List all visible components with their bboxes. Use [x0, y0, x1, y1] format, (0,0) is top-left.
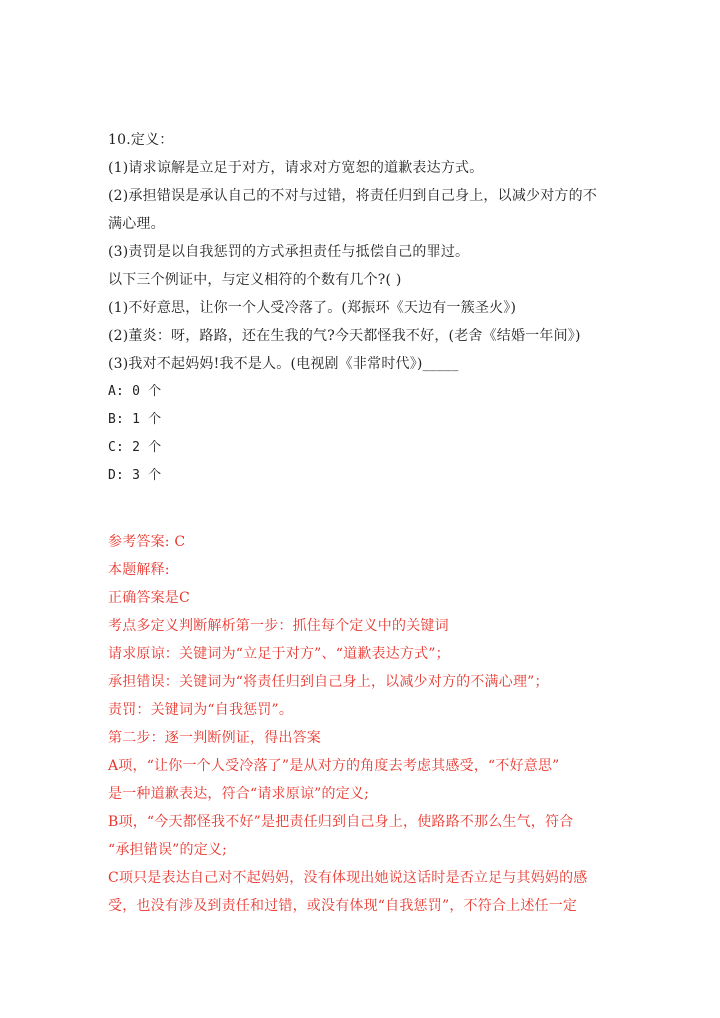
section-gap: [108, 490, 628, 528]
analysis-step-2: 第二步：逐一判断例证，得出答案: [108, 730, 321, 746]
keyword-take-responsibility: 承担错误：关键词为“将责任归到自己身上，以减少对方的不满心理”；: [108, 674, 549, 690]
correct-answer: 正确答案是C: [108, 590, 190, 606]
analysis-a-line-2: 是一种道歉表达，符合“请求原谅”的定义;: [108, 786, 370, 802]
question-block: [108, 126, 628, 920]
definition-line-2-continued: 满心理。: [108, 216, 165, 232]
reference-answer: 参考答案: C: [108, 534, 186, 550]
definition-line-1: (1)请求谅解是立足于对方，请求对方宽恕的道歉表达方式。: [108, 160, 484, 176]
option-b: B: 1 个: [108, 412, 162, 427]
example-line-2: (2)董炎：呀，路路，还在生我的气?今天都怪我不好，(老舍《结婚一年间》): [108, 328, 581, 344]
analysis-c-line-2: 受，也没有涉及到责任和过错，或没有体现“自我惩罚”，不符合上述任一定: [108, 898, 578, 914]
analysis-b-line-2: “承担错误”的定义;: [108, 842, 228, 858]
keyword-request-forgiveness: 请求原谅：关键词为“立足于对方”、“道歉表达方式”；: [108, 646, 450, 662]
option-d: D: 3 个: [108, 468, 162, 483]
question-prompt: 以下三个例证中，与定义相符的个数有几个?( ): [108, 272, 402, 288]
explanation-heading: 本题解释:: [108, 562, 170, 578]
definition-line-3: (3)责罚是以自我惩罚的方式承担责任与抵偿自己的罪过。: [108, 244, 470, 260]
analysis-b-line-1: B项，“今天都怪我不好”是把责任归到自己身上，使路路不那么生气，符合: [108, 814, 574, 830]
analysis-a-line-1: A项，“让你一个人受冷落了”是从对方的角度去考虑其感受，“不好意思”: [108, 758, 560, 774]
example-line-3: (3)我对不起妈妈!我不是人。(电视剧《非常时代》)_____: [108, 356, 459, 372]
analysis-step-1: 考点多定义判断解析第一步：抓住每个定义中的关键词: [108, 618, 449, 634]
option-c: C: 2 个: [108, 440, 162, 455]
keyword-self-punishment: 责罚：关键词为“自我惩罚”。: [108, 702, 294, 718]
definition-line-2: (2)承担错误是承认自己的不对与过错，将责任归到自己身上，以减少对方的不: [108, 188, 598, 204]
analysis-c-line-1: C项只是表达自己对不起妈妈，没有体现出她说这话时是否立足与其妈妈的感: [108, 870, 588, 886]
option-a: A: 0 个: [108, 384, 162, 399]
example-line-1: (1)不好意思，让你一个人受冷落了。(郑振环《天边有一簇圣火》): [108, 300, 517, 316]
question-title: 10.定义：: [108, 132, 174, 148]
answer-block: [108, 528, 628, 920]
